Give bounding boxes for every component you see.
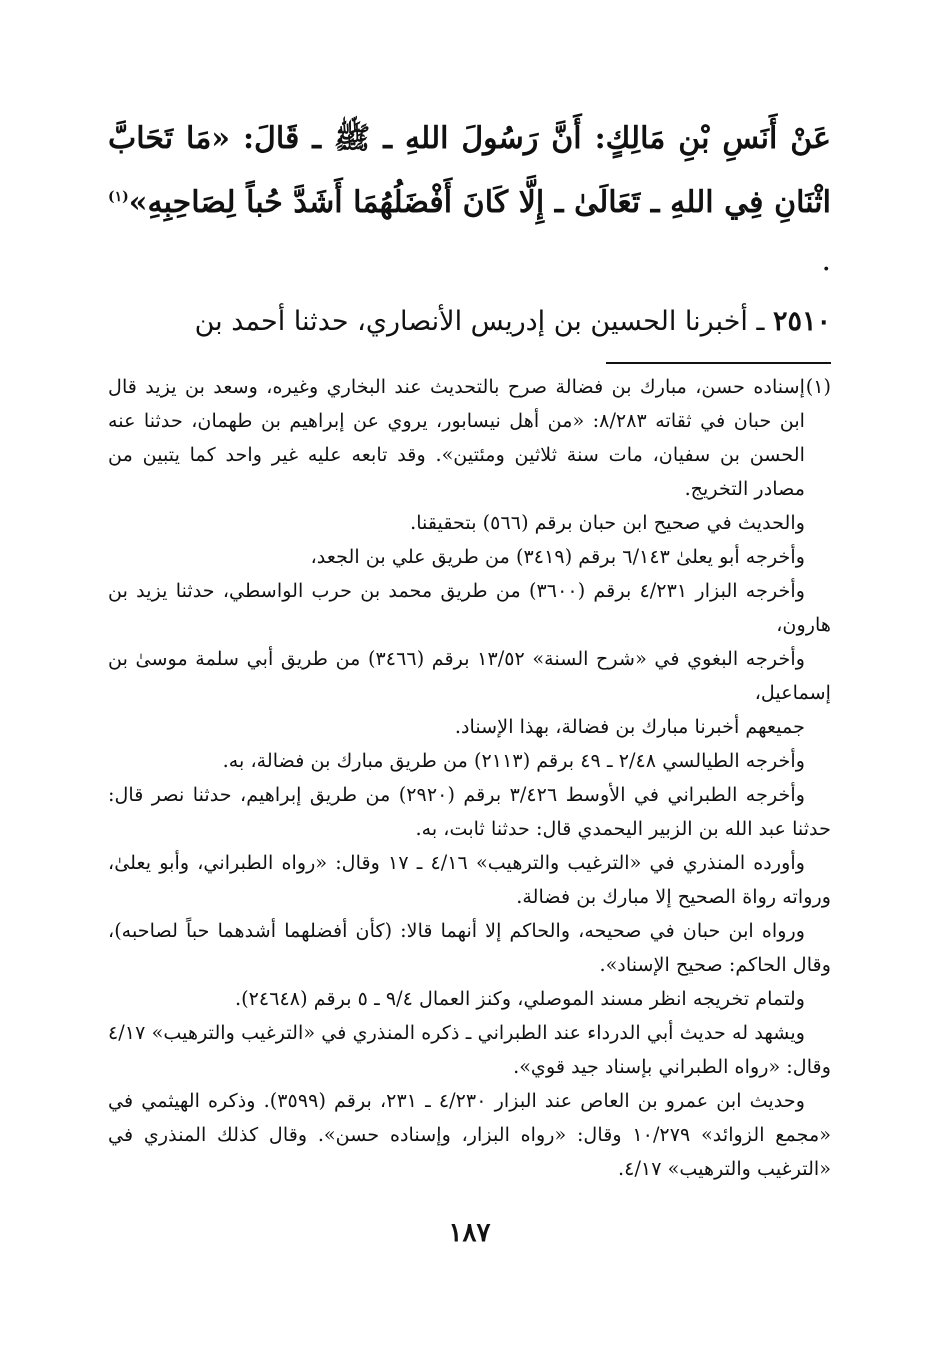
footnote-paragraph: وأخرجه البغوي في «شرح السنة» ١٣/٥٢ برقم (٣٤٦٦) من طريق أبي سلمة موسىٰ بن إسماعيل، xyxy=(108,647,831,704)
hadith-text xyxy=(108,110,831,290)
footnote-paragraph: ولتمام تخريجه انظر مسند الموصلي، وكنز العمال ٩/٤ ـ ٥ برقم (٢٤٦٤٨). xyxy=(234,987,805,1010)
footnote-paragraph: وأخرجه أبو يعلىٰ ٦/١٤٣ برقم (٣٤١٩) من طريق علي بن الجعد، xyxy=(310,545,805,568)
hadith-body: عَنْ أَنَسِ بْنِ مَالِكٍ: أَنَّ رَسُولَ اللهِ ـ ﷺ ـ قَالَ: «مَا تَحَابَّ اثْنَانِ فِي اللهِ ـ تَعَالَىٰ ـ إِلَّا كَانَ أَفْضَلُهُمَا أَشَدَّ حُباً لِصَاحِبِهِ» xyxy=(108,121,831,220)
footnotes xyxy=(108,370,831,1186)
footnote-divider xyxy=(606,362,831,364)
page-body xyxy=(108,110,831,1279)
footnote-paragraph: جميعهم أخبرنا مبارك بن فضالة، بهذا الإسناد. xyxy=(454,715,805,738)
footnote-marker: (١) xyxy=(805,375,831,398)
footnote-reference[interactable]: (١) xyxy=(108,189,129,205)
footnote-paragraph: والحديث في صحيح ابن حبان برقم (٥٦٦) بتحقيقنا. xyxy=(410,511,805,534)
page-number: ١٨٧ xyxy=(448,1218,491,1248)
footnote-paragraph: ورواه ابن حبان في صحيحه، والحاكم إلا أنهما قالا: (كأن أفضلهما أشدهما حباً لصاحبه)، وقال الحاكم: صحيح الإسناد». xyxy=(108,919,831,976)
footnote-paragraph: وأخرجه الطيالسي ٢/٤٨ ـ ٤٩ برقم (٢١١٣) من طريق مبارك بن فضالة، به. xyxy=(222,749,805,772)
hadith-tail: . xyxy=(821,243,831,278)
footnote-paragraph: (١) إسناده حسن، مبارك بن فضالة صرح بالتحديث عند البخاري وغيره، وسعد بن يزيد قال ابن حبان في ثقاته ٨/٢٨٣: «من أهل نيسابور، يروي عن إبراهيم بن طهمان، حدثنا عنه الحسن بن سفيان، مات سنة ثلاثين ومئتين». وقد تابعه عليه غير واحد كما يتبين من مصادر التخريج. xyxy=(108,370,831,506)
footnote-paragraph: وأورده المنذري في «الترغيب والترهيب» ٤/١٦ ـ ١٧ وقال: «رواه الطبراني، وأبو يعلىٰ، ورواته رواة الصحيح إلا مبارك بن فضالة. xyxy=(108,851,831,908)
next-hadith-text: ـ أخبرنا الحسين بن إدريس الأنصاري، حدثنا أحمد بن xyxy=(194,306,773,337)
footnote-paragraph: ويشهد له حديث أبي الدرداء عند الطبراني ـ ذكره المنذري في «الترغيب والترهيب» ٤/١٧ وقال: «رواه الطبراني بإسناد جيد قوي». xyxy=(108,1021,831,1078)
hadith-number: ٢٥١٠ xyxy=(772,306,831,337)
footnote-paragraph: وأخرجه البزار ٤/٢٣١ برقم (٣٦٠٠) من طريق محمد بن حرب الواسطي، حدثنا يزيد بن هارون، xyxy=(108,579,831,636)
footnote-paragraph: وأخرجه الطبراني في الأوسط ٣/٤٢٦ برقم (٢٩٢٠) من طريق إبراهيم، حدثنا نصر قال: حدثنا عبد الله بن الزبير اليحمدي قال: حدثنا ثابت، به. xyxy=(108,783,831,840)
next-hadith xyxy=(108,296,831,348)
footnote-paragraph: وحديث ابن عمرو بن العاص عند البزار ٤/٢٣٠ ـ ٢٣١، برقم (٣٥٩٩). وذكره الهيثمي في «مجمع الزوائد» ١٠/٢٧٩ وقال: «رواه البزار، وإسناده حسن». وقال كذلك المنذري في «الترغيب والترهيب» ٤/١٧. xyxy=(108,1089,831,1180)
